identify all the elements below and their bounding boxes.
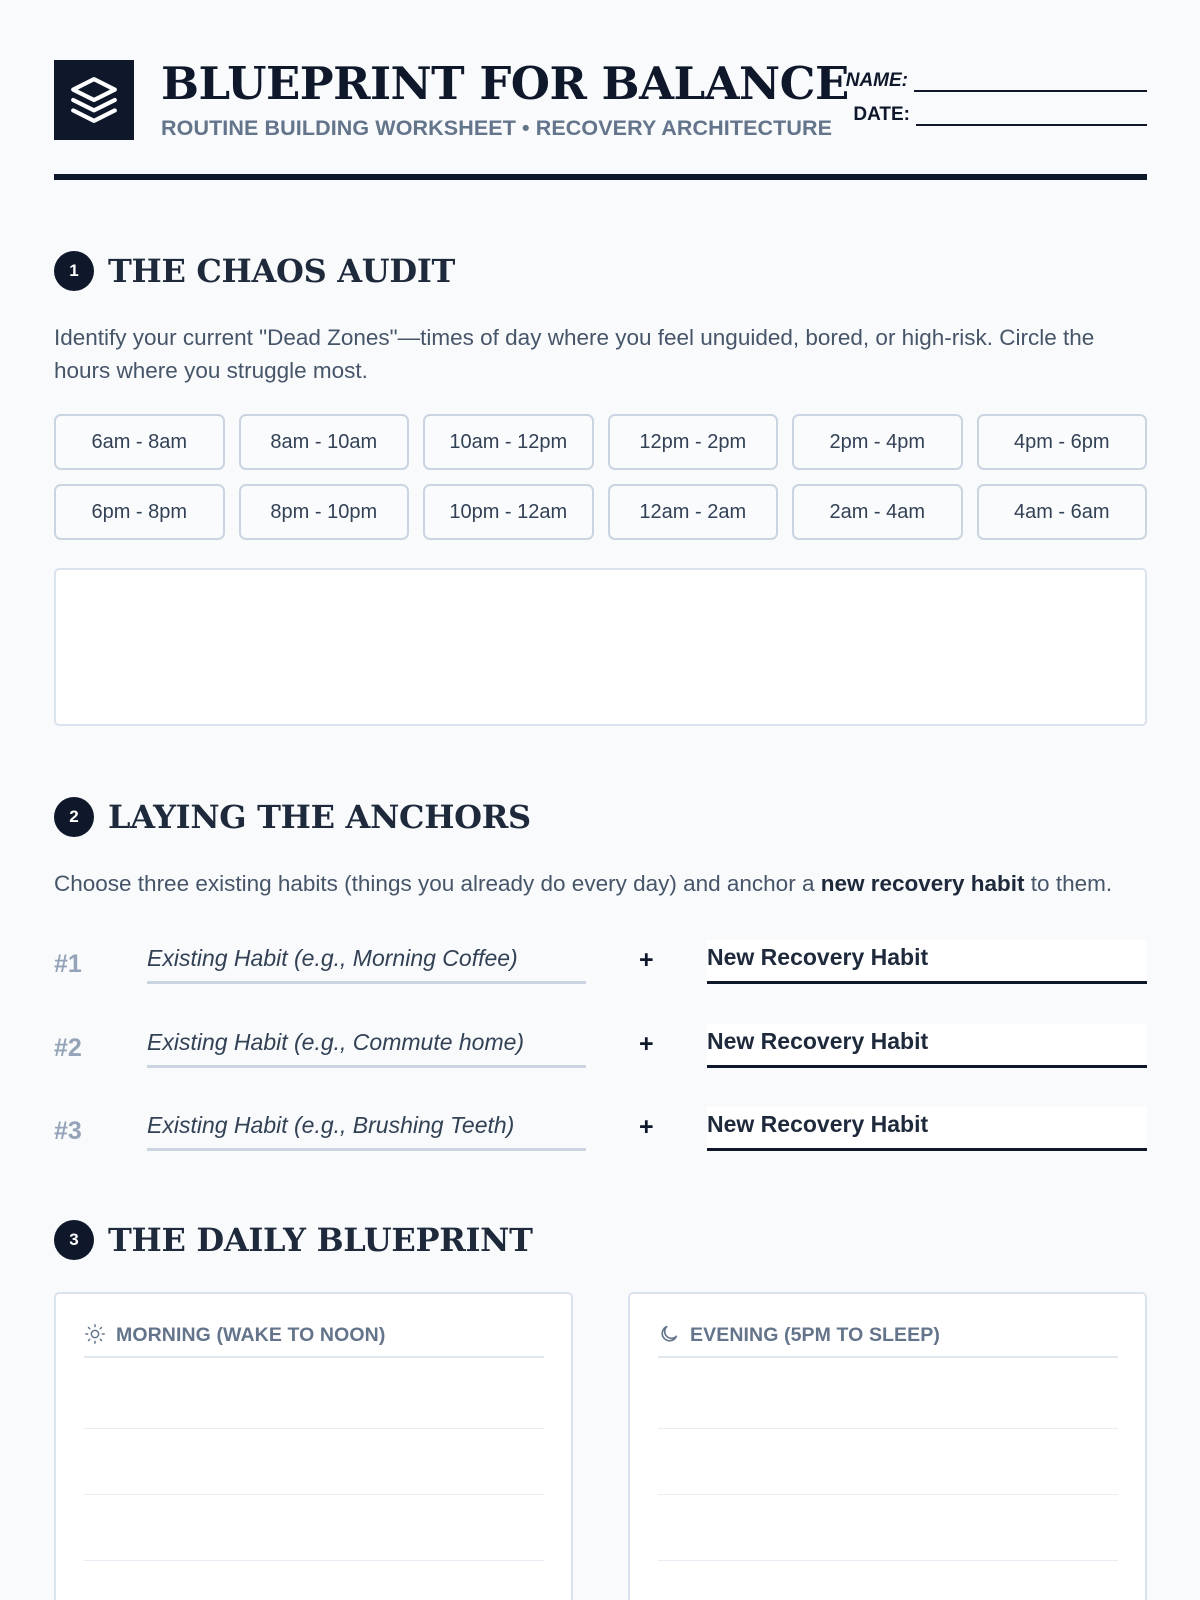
morning-card-label: MORNING (WAKE TO NOON): [116, 1324, 386, 1346]
writing-line[interactable]: [658, 1428, 1118, 1429]
anchor-row: [54, 1107, 1147, 1159]
writing-line[interactable]: [658, 1560, 1118, 1561]
section-daily-blueprint-heading: [54, 1220, 533, 1260]
anchors-description-bold: new recovery habit: [820, 871, 1025, 896]
writing-line[interactable]: [84, 1494, 544, 1495]
section-title: LAYING THE ANCHORS: [108, 798, 531, 836]
anchors-description: [54, 867, 1147, 900]
name-field: [846, 70, 1147, 92]
time-slot[interactable]: 8am - 10am: [239, 414, 410, 470]
time-slot[interactable]: 12pm - 2pm: [608, 414, 779, 470]
anchor-number: #3: [54, 1117, 82, 1145]
worksheet-header: [54, 0, 1147, 182]
time-slot[interactable]: 2am - 4am: [792, 484, 963, 540]
chaos-notes-box[interactable]: [54, 568, 1147, 726]
chaos-audit-description: Identify your current "Dead Zones"—times of day where you feel unguided, bored, or high-risk. Circle the hours where you struggle most.: [54, 325, 1095, 383]
layers-icon: [54, 60, 134, 140]
header-divider: [54, 174, 1147, 180]
plus-icon: +: [639, 1113, 654, 1141]
time-slot[interactable]: 6pm - 8pm: [54, 484, 225, 540]
existing-habit-field[interactable]: Existing Habit (e.g., Commute home): [147, 1024, 586, 1068]
writing-line[interactable]: [658, 1494, 1118, 1495]
section-title: THE DAILY BLUEPRINT: [108, 1221, 533, 1259]
new-habit-field[interactable]: New Recovery Habit: [707, 1107, 1147, 1151]
time-slot[interactable]: 10pm - 12am: [423, 484, 594, 540]
date-label: DATE:: [853, 104, 910, 125]
evening-card-label: EVENING (5PM TO SLEEP): [690, 1324, 940, 1346]
sun-icon: [84, 1323, 108, 1347]
time-slot[interactable]: 2pm - 4pm: [792, 414, 963, 470]
section-number-badge: 2: [54, 797, 94, 837]
section-number-badge: 1: [54, 251, 94, 291]
new-habit-field[interactable]: New Recovery Habit: [707, 1024, 1147, 1068]
new-habit-field[interactable]: New Recovery Habit: [707, 940, 1147, 984]
anchor-number: #1: [54, 950, 82, 978]
anchor-row: [54, 1024, 1147, 1076]
section-title: THE CHAOS AUDIT: [108, 252, 456, 290]
plus-icon: +: [639, 946, 654, 974]
anchor-row: [54, 940, 1147, 992]
writing-line[interactable]: [84, 1560, 544, 1561]
date-input-line[interactable]: [916, 108, 1147, 126]
time-slot[interactable]: 4am - 6am: [977, 484, 1148, 540]
page-title: BLUEPRINT FOR BALANCE: [161, 57, 849, 110]
anchor-number: #2: [54, 1034, 82, 1062]
time-slot[interactable]: 4pm - 6pm: [977, 414, 1148, 470]
date-field: [853, 104, 1147, 126]
morning-card: [54, 1292, 573, 1600]
existing-habit-field[interactable]: Existing Habit (e.g., Morning Coffee): [147, 940, 586, 984]
time-slot[interactable]: 8pm - 10pm: [239, 484, 410, 540]
section-chaos-audit-heading: [54, 251, 455, 291]
section-number-badge: 3: [54, 1220, 94, 1260]
writing-line[interactable]: [84, 1428, 544, 1429]
worksheet-page: [54, 0, 1147, 1346]
section-anchors-heading: [54, 797, 531, 837]
evening-card: [628, 1292, 1147, 1600]
time-slot[interactable]: 10am - 12pm: [423, 414, 594, 470]
anchors-description-text: Choose three existing habits (things you already do every day) and anchor a: [54, 871, 821, 896]
name-input-line[interactable]: [914, 74, 1147, 92]
plus-icon: +: [639, 1030, 654, 1058]
evening-card-header: [658, 1324, 1118, 1358]
page-subtitle: ROUTINE BUILDING WORKSHEET • RECOVERY ARCHITECTURE: [161, 116, 833, 140]
time-slot-grid: [54, 414, 1147, 540]
moon-icon: [658, 1323, 682, 1347]
name-label: NAME:: [845, 70, 908, 91]
time-slot[interactable]: 12am - 2am: [608, 484, 779, 540]
existing-habit-field[interactable]: Existing Habit (e.g., Brushing Teeth): [147, 1107, 586, 1151]
morning-card-header: [84, 1324, 544, 1358]
time-slot[interactable]: 6am - 8am: [54, 414, 225, 470]
anchors-description-end: to them.: [1024, 871, 1113, 896]
